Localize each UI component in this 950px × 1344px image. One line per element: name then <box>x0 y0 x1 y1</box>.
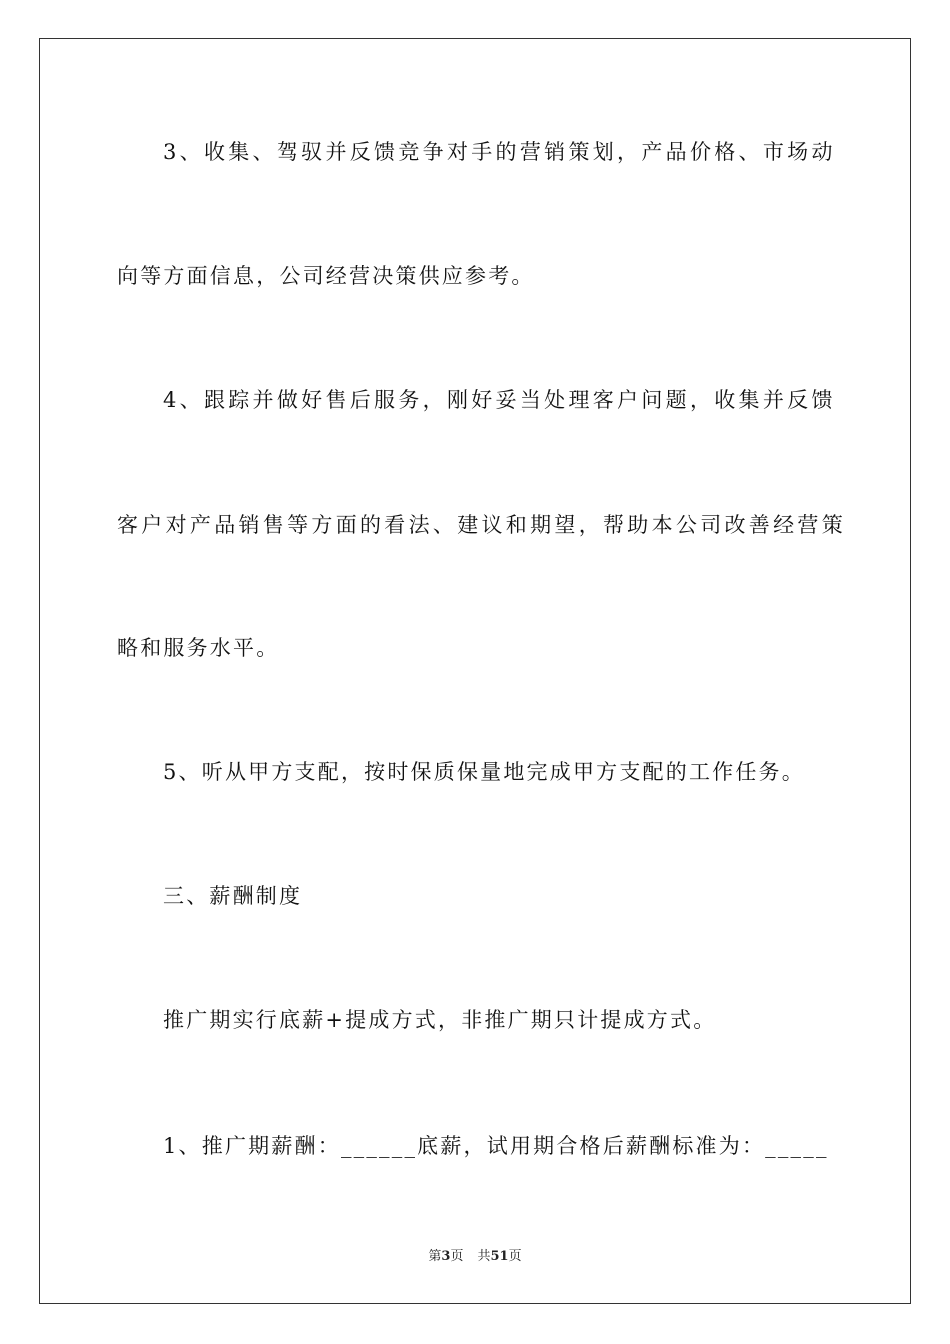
page-suffix: 页 <box>450 1249 464 1264</box>
paragraph-line: 客户对产品销售等方面的看法、建议和期望，帮助本公司改善经营策 <box>117 513 846 537</box>
page-prefix: 第 <box>428 1249 442 1264</box>
paragraph-line: 1、推广期薪酬：______底薪，试用期合格后薪酬标准为：_____ <box>163 1134 829 1158</box>
paragraph-line: 4、跟踪并做好售后服务，刚好妥当处理客户问题，收集并反馈 <box>163 388 836 412</box>
total-suffix: 页 <box>508 1249 522 1264</box>
paragraph-line: 向等方面信息，公司经营决策供应参考。 <box>117 264 535 288</box>
section-heading: 三、薪酬制度 <box>163 884 303 908</box>
paragraph-line: 略和服务水平。 <box>117 636 280 660</box>
total-prefix: 共 <box>477 1249 491 1264</box>
paragraph-line: 5、听从甲方支配，按时保质保量地完成甲方支配的工作任务。 <box>163 760 805 784</box>
page-footer <box>0 1248 950 1266</box>
page-number: 3 <box>441 1249 451 1264</box>
paragraph-line: 推广期实行底薪+提成方式，非推广期只计提成方式。 <box>163 1008 717 1032</box>
paragraph-line: 3、收集、驾驭并反馈竞争对手的营销策划，产品价格、市场动 <box>163 140 836 164</box>
page-border <box>39 38 911 1304</box>
total-pages: 51 <box>490 1249 509 1264</box>
